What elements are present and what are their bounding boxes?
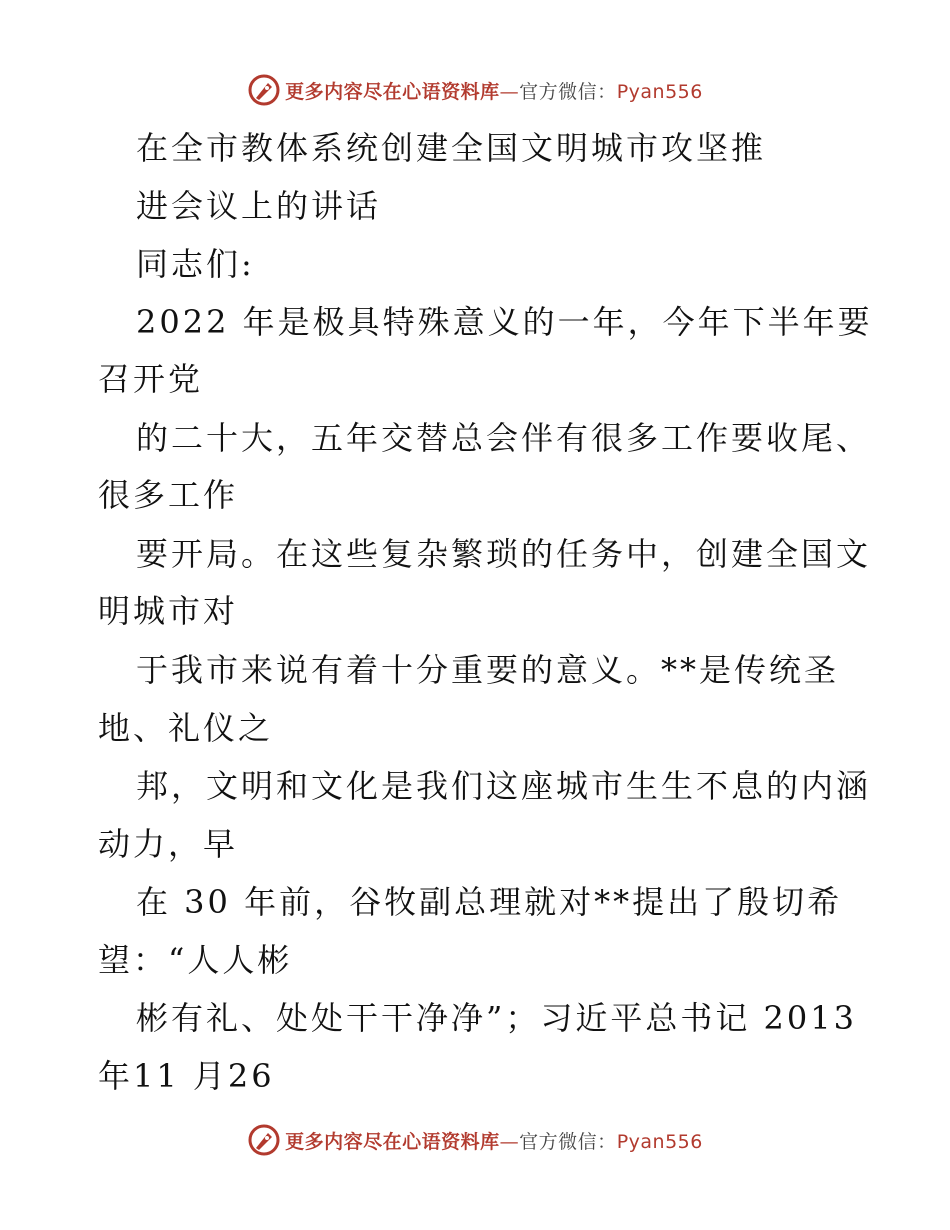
paragraph-line: 邦，文明和文化是我们这座城市生生不息的内涵: [136, 767, 872, 805]
paragraph-line: 要开局。在这些复杂繁琐的任务中，创建全国文: [136, 535, 872, 573]
paragraph-line: 在 30 年前，谷牧副总理就对**提出了殷切希: [136, 883, 843, 921]
paragraph-line: 彬有礼、处处干干净净”；习近平总书记 2013: [136, 999, 857, 1037]
paragraph-line: 明城市对: [98, 592, 239, 630]
paragraph-line: 很多工作: [98, 476, 239, 514]
title-line-2: 进会议上的讲话: [136, 187, 382, 225]
footer-watermark: [0, 1120, 950, 1160]
pen-nib-logo-icon: [247, 1123, 281, 1157]
watermark-main-text: 更多内容尽在心语资料库: [285, 80, 500, 103]
paragraph-line: 年11 月26: [98, 1057, 275, 1095]
paragraph-line: 于我市来说有着十分重要的意义。**是传统圣: [136, 651, 840, 689]
watermark-separator: —: [499, 1130, 520, 1153]
paragraph-line: 2022 年是极具特殊意义的一年，今年下半年要: [136, 303, 873, 341]
paragraph-line: 召开党: [98, 360, 204, 398]
watermark-main-text: 更多内容尽在心语资料库: [285, 1130, 500, 1153]
salutation: 同志们:: [136, 245, 255, 283]
title-line-1: 在全市教体系统创建全国文明城市攻坚推: [136, 129, 767, 167]
paragraph-line: 地、礼仪之: [98, 709, 274, 747]
watermark-separator: —: [499, 80, 520, 103]
watermark-contact-label: 官方微信：: [519, 1130, 617, 1153]
watermark-wechat-id: Pyan556: [616, 80, 703, 103]
watermark-wechat-id: Pyan556: [616, 1130, 703, 1153]
paragraph-line: 动力，早: [98, 825, 239, 863]
paragraph-line: 的二十大，五年交替总会伴有很多工作要收尾、: [136, 419, 872, 457]
paragraph-line: 望：“人人彬: [98, 941, 293, 979]
watermark-contact-label: 官方微信：: [519, 80, 617, 103]
